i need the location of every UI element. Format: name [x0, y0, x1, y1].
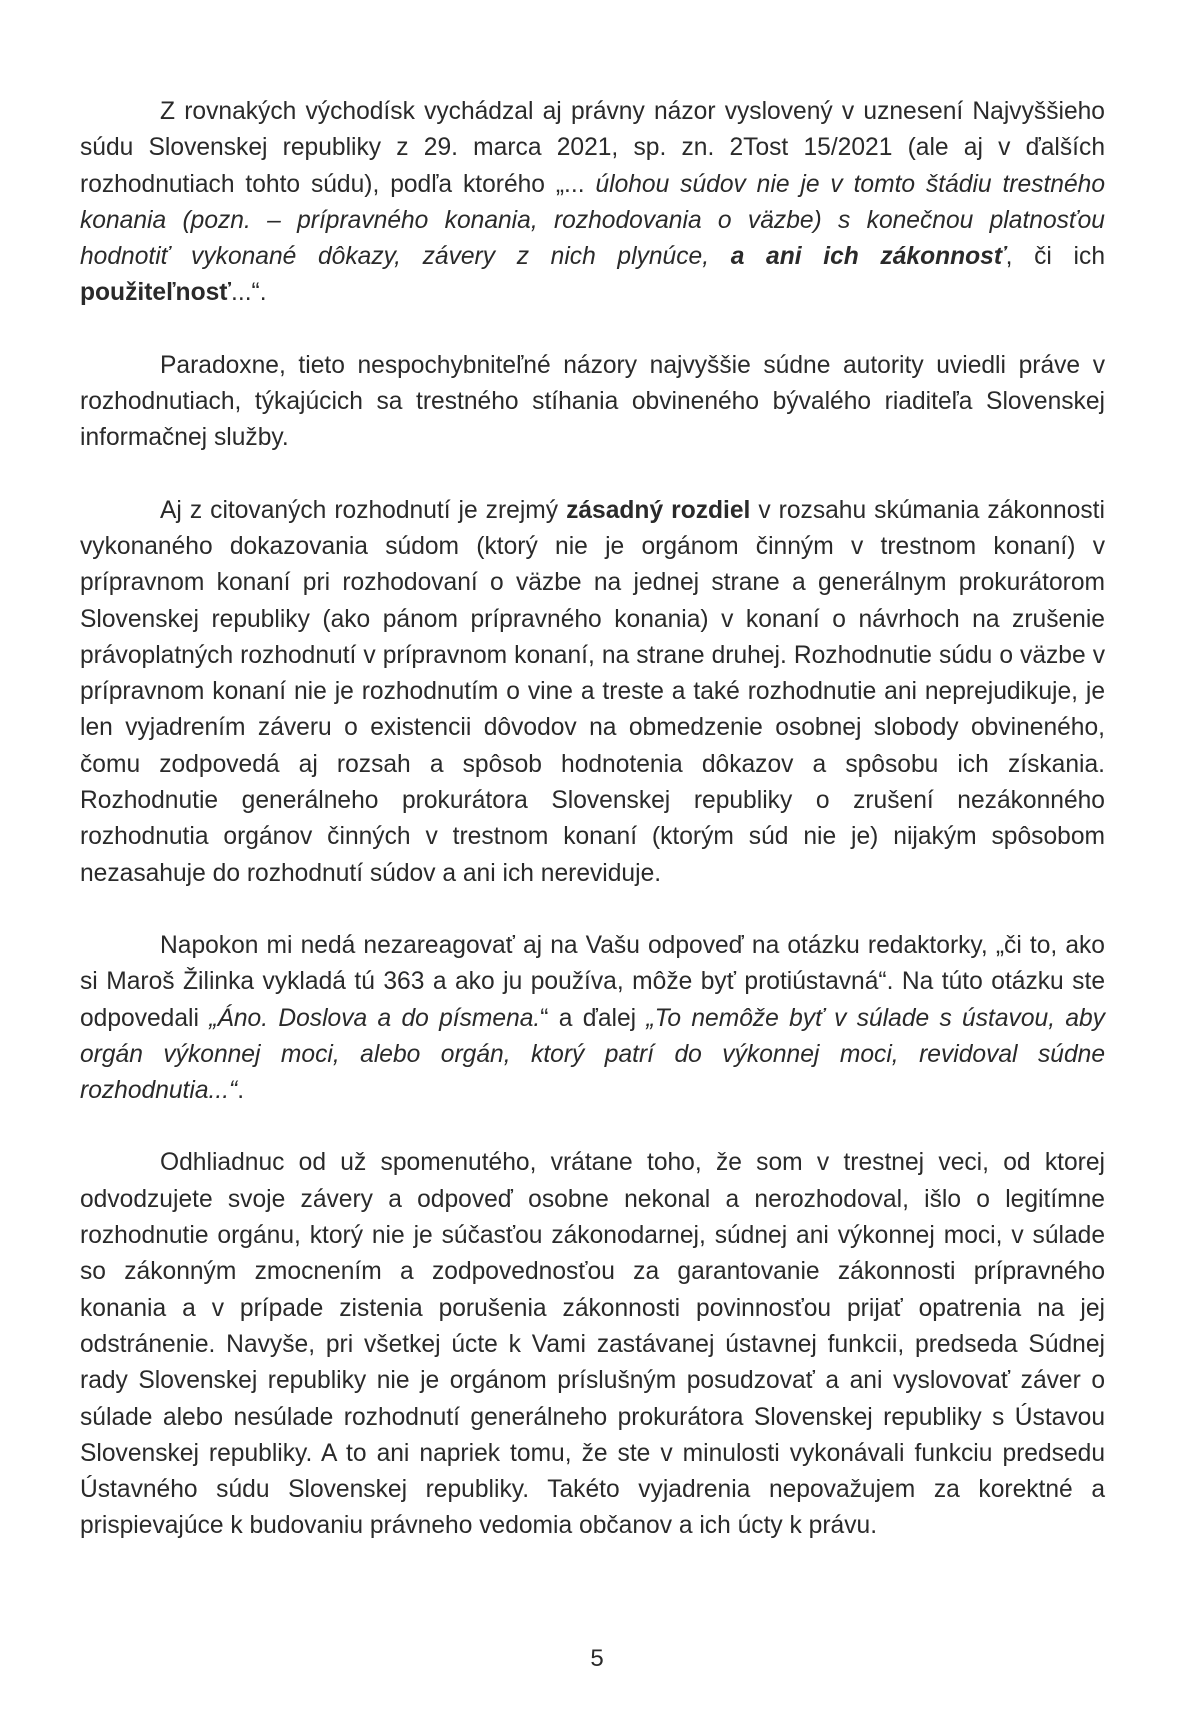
text-segment: v rozsahu skúmania zákonnosti vykonaného dokazovania súdom (ktorý nie je orgánom činným v trestnom konaní) v prípravnom konaní pri rozhodovaní o väzbe na jednej strane a generálnym prokurátorom Slovenskej republiky (ako pánom prípravného konania) v konaní o návrhoch na zrušenie právoplatných rozhodnutí v prípravnom konaní, na strane druhej. Rozhodnutie súdu o väzbe v prípravnom konaní nie je rozhodnutím o vine a treste a také rozhodnutie ani neprejudikuje, je len vyjadrením záveru o existencii dôvodov na obmedzenie osobnej slobody obvineného, čomu zodpovedá aj rozsah a spôsob hodnotenia dôkazov a spôsobu ich získania. Rozhodnutie generálneho prokurátora Slovenskej republiky o zrušení nezákonného rozhodnutia orgánov činných v trestnom konaní (ktorým súd nie je) nijakým spôsobom nezasahuje do rozhodnutí súdov a ani ich nereviduje. — [80, 496, 1105, 887]
paragraph-3 — [80, 493, 1105, 892]
emphasized-phrase: zásadný rozdiel — [566, 496, 751, 524]
text-segment: “ a ďalej — [540, 1004, 647, 1032]
text-segment: Aj z citovaných rozhodnutí je zrejmý — [160, 496, 567, 524]
quoted-court-text: úlohou súdov nie je v tomto štádiu trestného konania (pozn. – prípravného konania, rozhodovania o väzbe) s konečnou platnosťou hodnotiť vykonané dôkazy, závery z nich plynúce, — [80, 170, 1106, 271]
emphasized-word: použiteľnosť — [80, 279, 232, 307]
text-segment: , či ich — [1005, 243, 1105, 271]
quoted-answer: „Áno. Doslova a do písmena. — [209, 1004, 541, 1032]
emphasized-quote: a ani ich zákonnosť — [730, 243, 1006, 271]
page-number: 5 — [590, 1645, 604, 1672]
text-segment: Odhliadnuc od už spomenutého, vrátane toho, že som v trestnej veci, od ktorej odvodzujete svoje závery a odpoveď osobne nekonal a nerozhodoval, išlo o legitímne rozhodnutie orgánu, ktorý nie je súčasťou zákonodarnej, súdnej ani výkonnej moci, v súlade so zákonným zmocnením a zodpovednosťou za garantovanie zákonnosti prípravného konania a v prípade zistenia porušenia zákonnosti povinnosťou prijať opatrenia na jej odstránenie. Navyše, pri všetkej úcte k Vami zastávanej ústavnej funkcii, predseda Súdnej rady Slovenskej republiky nie je orgánom príslušným posudzovať a ani vyslovovať záver o súlade alebo nesúlade rozhodnutí generálneho prokurátora Slovenskej republiky s Ústavou Slovenskej republiky. A to ani napriek tomu, že ste v minulosti vykonávali funkciu predsedu Ústavného súdu Slovenskej republiky. Takéto vyjadrenia nepovažujem za korektné a prispievajúce k budovaniu právneho vedomia občanov a ich úcty k právu. — [80, 1149, 1105, 1540]
text-segment: ...“. — [231, 279, 267, 307]
quoted-answer: „To nemôže byť v súlade s ústavou, aby orgán výkonnej moci, alebo orgán, ktorý patrí do výkonnej moci, revidoval súdne rozhodnutia...“ — [80, 1004, 1105, 1105]
paragraph-2 — [80, 348, 1105, 457]
paragraph-1 — [80, 94, 1105, 312]
paragraph-5 — [80, 1145, 1105, 1544]
document-body — [80, 94, 1105, 1581]
text-segment: . — [237, 1077, 245, 1105]
text-segment: Napokon mi nedá nezareagovať aj na Vašu odpoveď na otázku redaktorky, „či to, ako si Maroš Žilinka vykladá tú 363 a ako ju používa, môže byť protiústavná“. Na túto otázku ste odpovedali — [80, 931, 1105, 1032]
paragraph-4 — [80, 928, 1105, 1109]
text-segment: Paradoxne, tieto nespochybniteľné názory najvyššie súdne autority uviedli práve v rozhodnutiach, týkajúcich sa trestného stíhania obvineného bývalého riaditeľa Slovenskej informačnej služby. — [80, 351, 1105, 452]
text-segment: Z rovnakých východísk vychádzal aj právny názor vyslovený v uznesení Najvyššieho súdu Slovenskej republiky z 29. marca 2021, sp. zn. 2Tost 15/2021 (ale aj v ďalších rozhodnutiach tohto súdu), podľa ktorého „... — [80, 98, 1105, 198]
